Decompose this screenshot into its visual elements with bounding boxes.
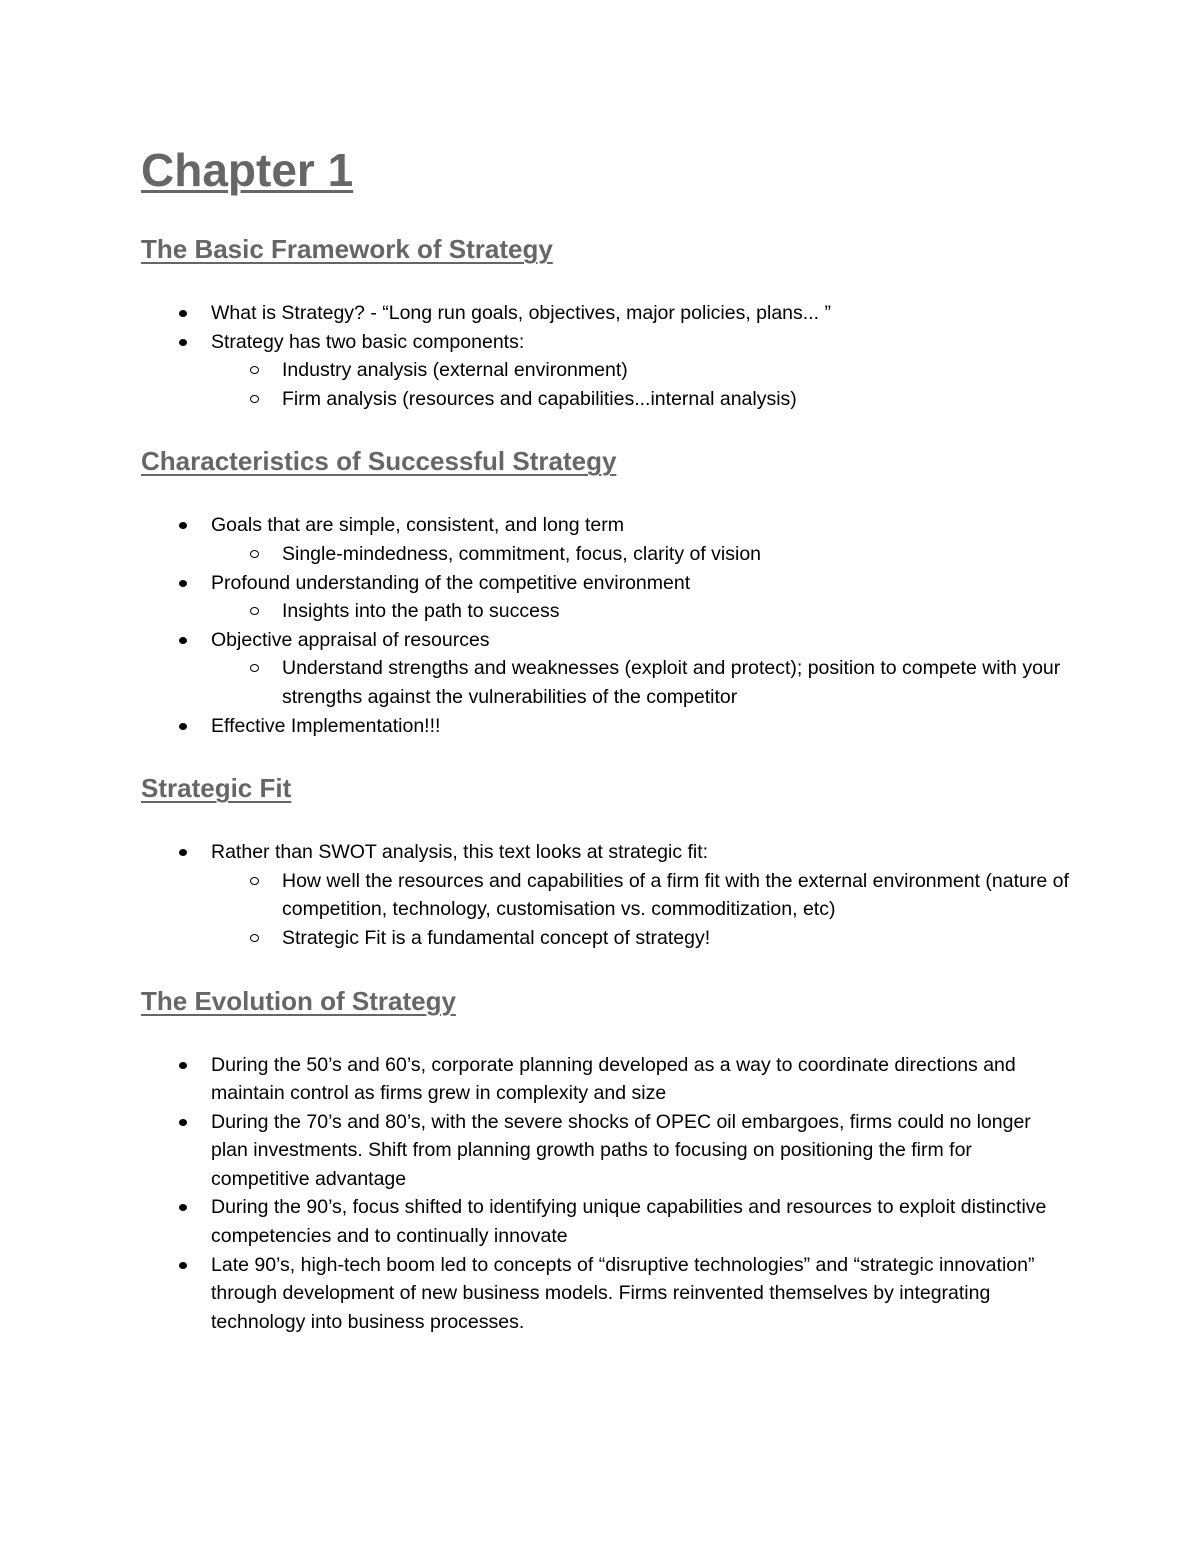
section-heading-strategic-fit: Strategic Fit (141, 773, 292, 804)
bullet-list-basic-framework (141, 299, 1071, 413)
list-item: Objective appraisal of resources (141, 626, 1071, 655)
list-item: Late 90’s, high-tech boom led to concepts of “disruptive technologies” and “strategic innovation” through development of new business models. Firms reinvented themselves by integrating technology into business processes. (141, 1251, 1071, 1337)
sub-list-item: Understand strengths and weaknesses (exploit and protect); position to compete with your strengths against the vulnerabilities of the competitor (141, 654, 1071, 711)
bullet-list-evolution (141, 1051, 1071, 1337)
list-item: During the 70’s and 80’s, with the severe shocks of OPEC oil embargoes, firms could no longer plan investments. Shift from planning growth paths to focusing on positioning the firm for competitive advantage (141, 1108, 1071, 1194)
sub-list-item: How well the resources and capabilities of a firm fit with the external environment (nature of competition, technology, customisation vs. commoditization, etc) (141, 867, 1071, 924)
list-item: Goals that are simple, consistent, and long term (141, 511, 1071, 540)
sub-list-item: Firm analysis (resources and capabilities...internal analysis) (141, 385, 1071, 414)
sub-list-item: Strategic Fit is a fundamental concept of strategy! (141, 924, 1071, 953)
sub-list-item: Insights into the path to success (141, 597, 1071, 626)
list-item: What is Strategy? - “Long run goals, objectives, major policies, plans... ” (141, 299, 1071, 328)
list-item: Profound understanding of the competitive environment (141, 569, 1071, 598)
page-title: Chapter 1 (141, 144, 354, 196)
section-heading-characteristics: Characteristics of Successful Strategy (141, 446, 617, 477)
list-item: Rather than SWOT analysis, this text looks at strategic fit: (141, 838, 1071, 867)
bullet-list-characteristics (141, 511, 1071, 740)
sub-list-item: Single-mindedness, commitment, focus, clarity of vision (141, 540, 1071, 569)
list-item: During the 90’s, focus shifted to identifying unique capabilities and resources to exploit distinctive competencies and to continually innovate (141, 1193, 1071, 1250)
list-item: Effective Implementation!!! (141, 712, 1071, 741)
list-item: Strategy has two basic components: (141, 328, 1071, 357)
bullet-list-strategic-fit (141, 838, 1071, 952)
document-page (141, 140, 1071, 1336)
list-item: During the 50’s and 60’s, corporate planning developed as a way to coordinate directions and maintain control as firms grew in complexity and size (141, 1051, 1071, 1108)
section-heading-basic-framework: The Basic Framework of Strategy (141, 234, 553, 264)
sub-list-item: Industry analysis (external environment) (141, 356, 1071, 385)
section-heading-evolution: The Evolution of Strategy (141, 985, 456, 1016)
